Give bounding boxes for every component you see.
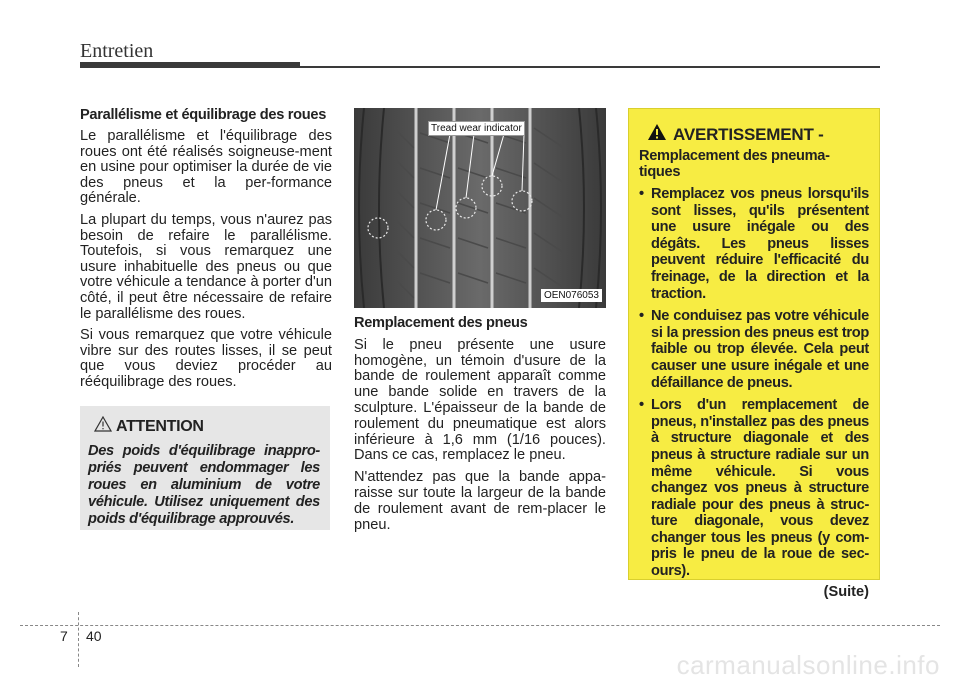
- warning-triangle-icon: [647, 123, 667, 146]
- attention-body: Des poids d'équilibrage inappro-priés peuvent endommager les roues en aluminium de votre véhicule. Utilisez uniquement des poids d'équilibrage approuvés.: [88, 443, 320, 527]
- continued-label: (Suite): [823, 583, 869, 600]
- warning-box: [628, 108, 880, 600]
- alignment-section: [80, 108, 332, 397]
- tire-replacement-section: [354, 316, 606, 539]
- tread-wear-indicator-label: Tread wear indicator: [428, 121, 525, 136]
- page-number: 40: [86, 628, 102, 644]
- watermark: carmanualsonline.info: [676, 650, 940, 680]
- tire-replacement-heading: Remplacement des pneus: [354, 315, 528, 331]
- alignment-paragraph: Si vous remarquez que votre véhicule vibre sur des routes lisses, il se peut que vous deviez procéder au rééquilibrage des roues.: [80, 327, 332, 390]
- alignment-paragraph: Le parallélisme et l'équilibrage des roues ont été réalisés soigneuse-ment en usine pour optimiser la durée de vie des pneus et la per-formance générale.: [80, 128, 332, 207]
- alignment-heading: Parallélisme et équilibrage des roues: [80, 107, 327, 123]
- tire-replacement-paragraph: Si le pneu présente une usure homogène, un témoin d'usure de la bande de roulement apparaît comme une bande solide en travers de la sculpture. L'épaisseur de la bande de roulement du pneumatique est alors inférieure à 1,6 mm (1/16 pouces). Dans ce cas, remplacez le pneu.: [354, 336, 606, 464]
- header-bar: [80, 62, 300, 68]
- footer-divider: [78, 612, 79, 667]
- warning-item: • Remplacez vos pneus lorsqu'ils sont lisses, qu'ils présentent une usure inégale ou des dégâts. Les pneus lisses peuvent réduire l'efficacité du freinage, de la direction et la traction.: [639, 186, 869, 302]
- tire-tread-figure: [354, 108, 606, 308]
- warning-subtitle: Remplacement des pneuma-tiques: [639, 148, 830, 180]
- section-number: 7: [60, 628, 68, 644]
- warning-title-row: [647, 123, 869, 146]
- footer-rule: [20, 625, 940, 626]
- figure-code: OEN076053: [541, 289, 602, 302]
- attention-title-row: [94, 416, 320, 437]
- warning-item: • Ne conduisez pas votre véhicule si la pression des pneus est trop faible ou trop élevée. Cela peut causer une usure inégale et une défaillance de pneus.: [639, 308, 869, 391]
- tire-replacement-paragraph: N'attendez pas que la bande appa-raisse sur toute la largeur de la bande de roulement avant de rem-placer le pneu.: [354, 469, 606, 533]
- attention-box: [80, 406, 330, 530]
- warning-title: AVERTISSEMENT -: [673, 124, 824, 144]
- page-header-title: Entretien: [80, 40, 154, 62]
- tire-tread-image: [354, 108, 606, 308]
- header-rule: [300, 66, 880, 68]
- warning-list: [639, 186, 869, 580]
- alignment-paragraph: La plupart du temps, vous n'aurez pas besoin de refaire le parallélisme. Toutefois, si vous remarquez une usure inhabituelle des pneus ou que votre véhicule a tendance à porter d'un côté, il peut être nécessaire de refaire le parallélisme des roues.: [80, 211, 332, 322]
- warning-item: • Lors d'un remplacement de pneus, n'installez pas des pneus à structure diagonale et des pneus à structure radiale sur un même véhicule. Si vous changez vos pneus à structure radiale pour des pneus à struc-ture diagonale, vous devez changer tous les pneus (y com-pris le pneu de la roue de sec-ours).: [639, 397, 869, 580]
- caution-triangle-icon: [94, 416, 112, 437]
- attention-title: ATTENTION: [116, 417, 204, 435]
